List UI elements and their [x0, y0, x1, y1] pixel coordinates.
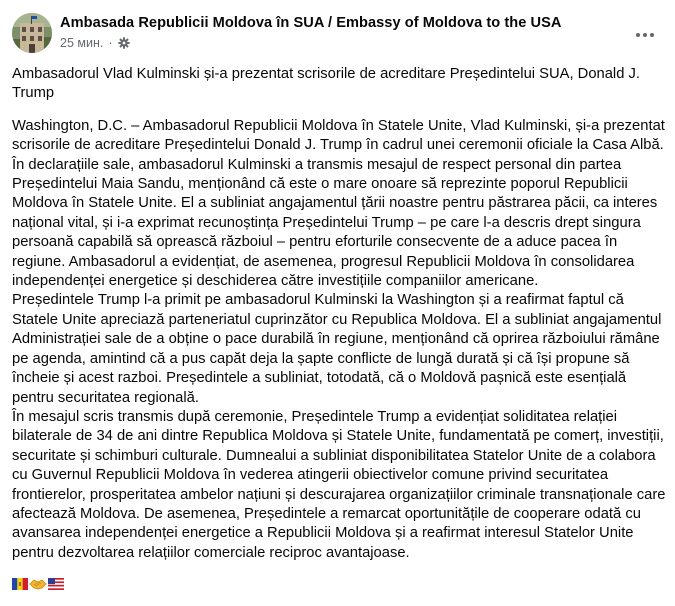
post-header [12, 13, 663, 55]
page-avatar[interactable] [12, 13, 52, 53]
post-headline: Ambasadorul Vlad Kulminski și-a prezentat scrisorile de acreditare Președintelui SUA, Donald J. Trump [12, 66, 640, 102]
post-timestamp[interactable]: 25 мин. [60, 36, 104, 50]
page-name[interactable]: Ambasada Republicii Moldova în SUA / Embassy of Moldova to the USA [60, 15, 562, 31]
post-paragraph: Washington, D.C. – Ambasadorul Republicii Moldova în Statele Unite, Vlad Kulminski, și-a prezentat scrisorile de acreditare Președintelui Donald J. Trump în cadrul unei ceremonii oficiale la Casa Albă. În declarațiile sale, ambasadorul Kulminski a transmis mesajul de respect personal din partea Președintelui Maia Sandu, menționând că este o mare onoare să reprezinte poporul Republicii Moldova în Statele Unite. El a subliniat angajamentul țării noastre pentru păstrarea păcii, ca interes național vital, și i-a exprimat recunoștința Președintelui Trump – pe care l-a descris drept singura persoană capabilă să oprească războiul – pentru eforturile consecvente de a aduce pacea în regiune. Ambasadorul a evidențiat, de asemenea, progresul Republicii Moldova în consolidarea independenței energetice și deschiderea către investițiile companiilor americane. [12, 117, 665, 290]
post-paragraph: În mesajul scris transmis după ceremonie, Președintele Trump a evidențiat soliditatea relației bilaterale de 34 de ani dintre Republica Moldova și Statele Unite, fundamentată pe comerț, investiții, securitate și schimburi culturale. Dumnealui a subliniat disponibilitatea Statelor Unite de a colabora cu Guvernul Republicii Moldova în vederea atingerii obiectivelor comune privind securitatea frontierelor, prosperitatea ambelor națiuni și descurajarea organizațiilor criminale transnaționale care afectează Moldova. De asemenea, Președintele a remarcat oportunitățile de cooperare odată cu avansarea independenței energetice a Republicii Moldova și a reafirmat interesul Statelor Unite pentru dezvoltarea relațiilor comerciale reciproc avantajoase. [12, 408, 666, 561]
handshake-icon [29, 578, 47, 590]
post-emojis [12, 578, 64, 590]
post-body [12, 65, 667, 563]
more-horizontal-icon [635, 32, 655, 38]
post-paragraph: Președintele Trump l-a primit pe ambasadorul Kulminski la Washington și a reafirmat faptul că Statele Unite apreciază parteneriatul cuprinzător cu Republica Moldova. El a subliniat angajamentul Administrației sale de a obține o pace durabilă în regiune, menționând că oprirea războiului rămâne pe agenda, amintind că a pus capăt deja la șapte conflicte de lungă durată și că își propune să încheie și acest razboi. Președintele a subliniat, totodată, că o Moldovă pașnică este esențială pentru securitatea regională. [12, 292, 662, 406]
usa-flag-icon [48, 578, 64, 590]
post-meta [60, 36, 130, 50]
embassy-building-icon [12, 13, 52, 53]
meta-separator: · [108, 36, 113, 50]
more-options-button[interactable] [631, 21, 659, 49]
gear-icon[interactable] [118, 37, 130, 49]
moldova-flag-icon [12, 578, 28, 590]
